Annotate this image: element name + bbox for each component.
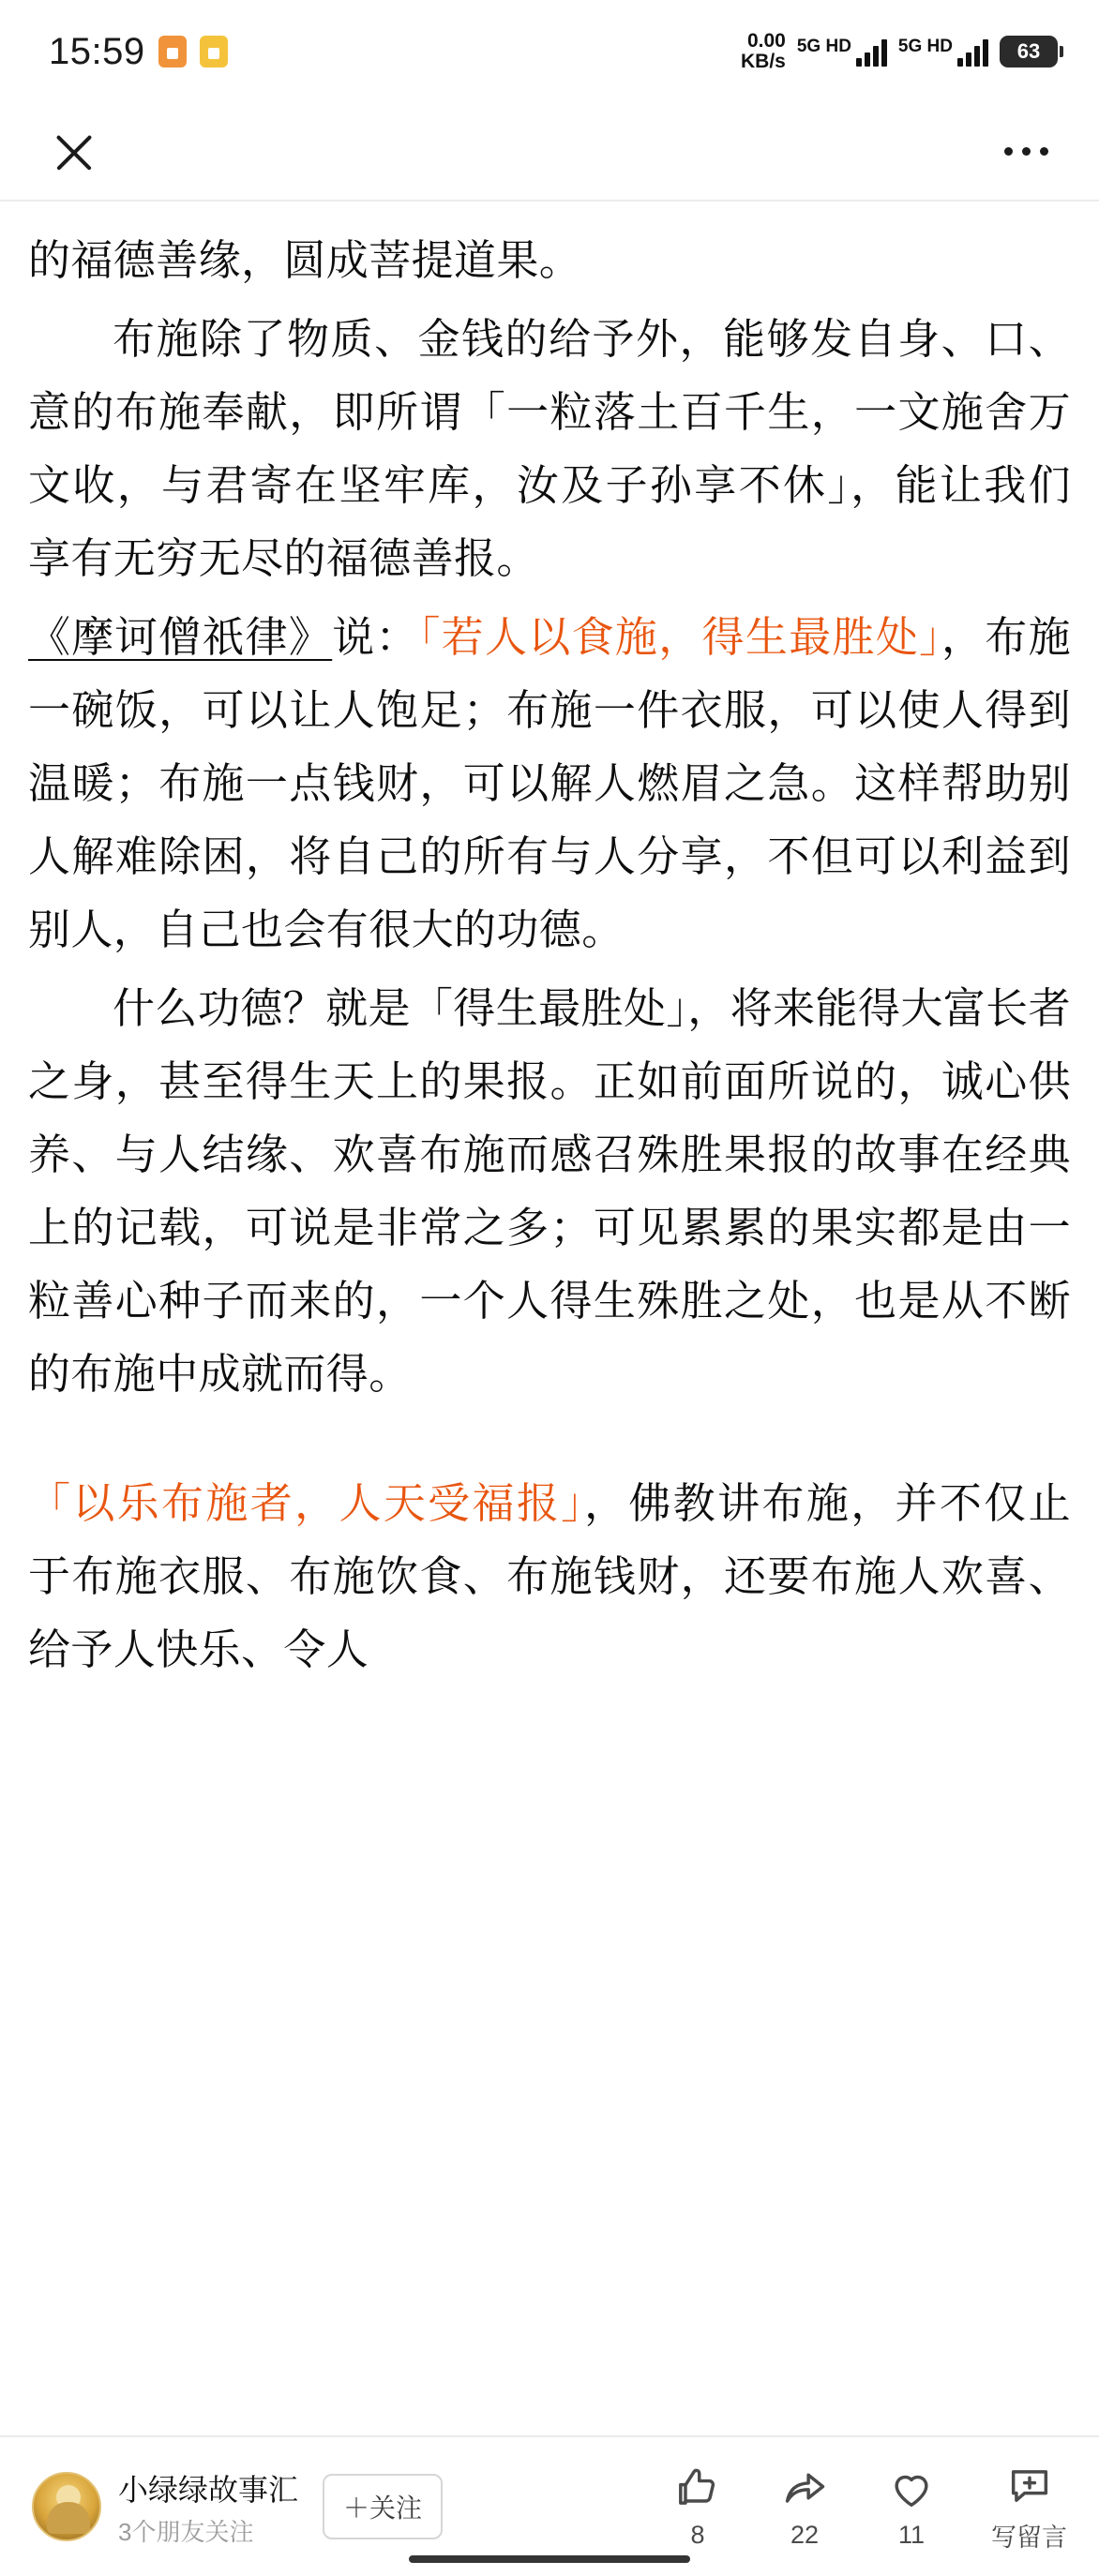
signal-bars-icon-1 bbox=[856, 38, 887, 67]
sim1-network-label: 5G HD bbox=[796, 37, 851, 56]
text-run: ，布施一碗饭，可以让人饱足；布施一件衣服，可以使人得到温暖；布施一点钱财，可以解人燃眉之急。这样帮助别人解难除困，将自己的所有与人分享，不但可以利益到别人，自己也会有很大的功德。 bbox=[28, 613, 1071, 953]
text-run: 布施除了物质、金钱的给予外，能够发自身、口、意的布施奉献，即所谓「一粒落土百千生，一文施舍万文收，与君寄在坚牢库，汝及子孙享不休」，能让我们享有无穷无尽的福德善报。 bbox=[28, 315, 1071, 582]
status-bar-left bbox=[49, 31, 228, 73]
sim2-network-label: 5G HD bbox=[897, 37, 953, 56]
close-icon[interactable] bbox=[41, 119, 107, 185]
more-options-icon[interactable] bbox=[999, 132, 1054, 171]
network-speed-value: 0.00 bbox=[746, 29, 786, 52]
text-run: 的福德善缘，圆成菩提道果。 bbox=[28, 236, 582, 284]
paragraph-4 bbox=[28, 972, 1071, 1411]
text-run: 说： bbox=[332, 613, 419, 661]
follow-button[interactable]: ＋关注 bbox=[323, 2474, 443, 2539]
share-arrow-icon bbox=[780, 2464, 829, 2513]
comment-button[interactable] bbox=[991, 2461, 1067, 2554]
signal-sim1 bbox=[797, 37, 887, 67]
status-bar bbox=[0, 0, 1099, 103]
notification-icon-2 bbox=[200, 36, 228, 67]
text-run: ，佛教讲布施，并不仅止于布施衣服、布施饮食、布施钱财，还要布施人欢喜、给予人快乐、令人 bbox=[28, 1479, 1071, 1673]
favorite-button[interactable] bbox=[884, 2464, 939, 2550]
paragraph-3 bbox=[28, 601, 1071, 966]
status-time: 15:59 bbox=[49, 30, 145, 72]
home-indicator bbox=[409, 2555, 690, 2563]
navigation-bar bbox=[0, 103, 1099, 202]
author-followers: 3个朋友关注 bbox=[118, 2517, 254, 2546]
author-block[interactable] bbox=[32, 2466, 298, 2548]
text-run: 什么功德？就是「得生最胜处」，将来能得大富长者之身，甚至得生天上的果报。正如前面所说的，诚心供养、与人结缘、欢喜布施而感召殊胜果报的故事在经典上的记载，可说是非常之多；可见累累的果实都是由一粒善心种子而来的，一个人得生殊胜之处，也是从不断的布施中成就而得。 bbox=[28, 984, 1071, 1398]
text-run: 「若人以食施，得生最胜处」 bbox=[418, 613, 941, 661]
battery-indicator: 63 bbox=[1000, 36, 1058, 67]
author-text bbox=[118, 2466, 298, 2548]
like-button[interactable] bbox=[670, 2464, 725, 2550]
notification-icon-1 bbox=[158, 36, 187, 67]
network-speed bbox=[741, 31, 786, 72]
text-run: 「以乐布施者，人天受福报」 bbox=[28, 1479, 585, 1527]
paragraph-1 bbox=[28, 224, 1071, 297]
text-run: 《摩诃僧祇律》 bbox=[28, 613, 333, 661]
comment-plus-icon bbox=[1005, 2461, 1054, 2509]
signal-bars-icon-2 bbox=[957, 38, 988, 67]
favorite-count: 11 bbox=[897, 2520, 926, 2549]
author-name: 小绿绿故事汇 bbox=[118, 2472, 299, 2507]
share-button[interactable] bbox=[777, 2464, 832, 2550]
article-content[interactable] bbox=[0, 202, 1099, 2435]
paragraph-5 bbox=[28, 1467, 1071, 1686]
avatar[interactable] bbox=[32, 2472, 101, 2541]
status-bar-right bbox=[741, 31, 1058, 72]
paragraph-2 bbox=[28, 303, 1071, 595]
like-count: 8 bbox=[690, 2520, 705, 2549]
action-buttons bbox=[670, 2461, 1075, 2554]
share-count: 22 bbox=[790, 2520, 820, 2549]
network-speed-unit: KB/s bbox=[740, 51, 786, 72]
thumbs-up-icon bbox=[673, 2464, 722, 2513]
comment-label: 写留言 bbox=[991, 2523, 1067, 2552]
heart-icon bbox=[887, 2464, 936, 2513]
signal-sim2 bbox=[898, 37, 988, 67]
